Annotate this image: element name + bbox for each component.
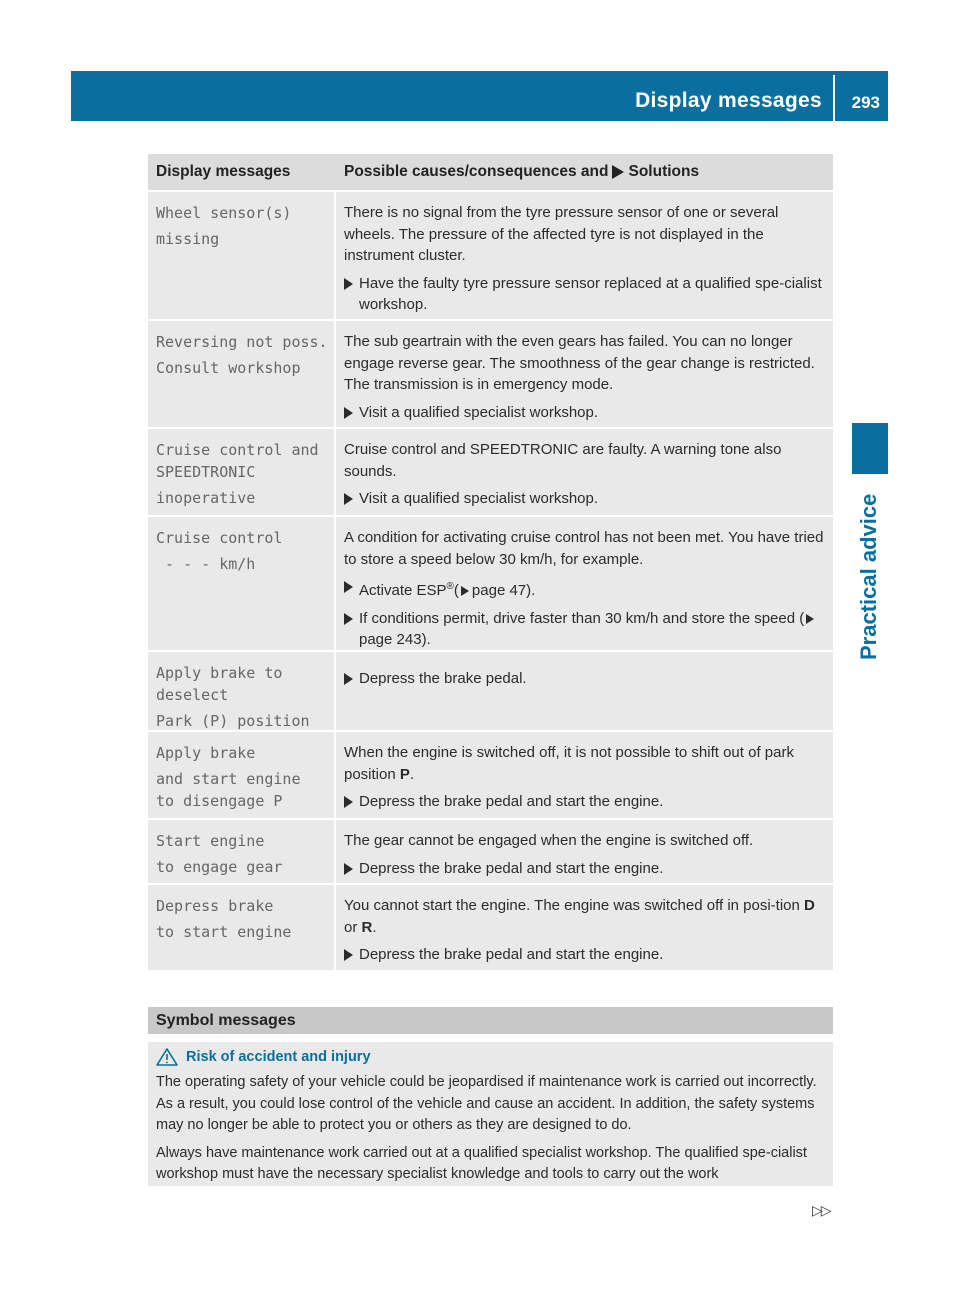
action-arrow-icon (344, 796, 353, 808)
warning-header (156, 1048, 825, 1066)
display-text: Apply brake (156, 744, 256, 762)
action-arrow-icon (344, 581, 353, 593)
display-message-cell (148, 321, 334, 427)
cause-text: There is no signal from the tyre pressure sensor of one or several wheels. The pressure of the affected tyre is not displayed in the instrument cluster. (344, 204, 779, 264)
cause-text: Cruise control and SPEEDTRONIC are faulty. A warning tone also sounds. (344, 441, 782, 480)
action-item (344, 402, 827, 424)
column-header-display: Display messages (156, 163, 291, 180)
action-item (344, 944, 827, 966)
table-row (148, 652, 833, 730)
display-text: Cruise control and (156, 441, 319, 459)
section-tab-marker (852, 423, 888, 474)
display-text: Start engine (156, 832, 265, 850)
display-text: Park (P) position (156, 712, 310, 730)
cause-text: When the engine is switched off, it is not possible to shift out of park position P. (344, 744, 794, 783)
action-arrow-icon (344, 407, 353, 419)
display-text: and start engine (156, 770, 301, 788)
page-title: Display messages (635, 89, 822, 112)
display-text: missing (156, 230, 220, 248)
display-text: Reversing not poss. (156, 333, 328, 351)
display-text: to engage gear (156, 858, 283, 876)
display-text: deselect (156, 686, 229, 704)
header-divider (833, 75, 835, 121)
display-text: SPEEDTRONIC (156, 463, 256, 481)
symbol-messages-heading-bar (148, 1007, 833, 1034)
action-item (344, 668, 827, 690)
display-text: - - - km/h (156, 555, 256, 573)
display-text: inoperative (156, 489, 256, 507)
display-text: Consult workshop (156, 359, 301, 377)
action-text: Depress the brake pedal and start the engine. (359, 859, 664, 877)
table-row (148, 192, 833, 319)
action-item (344, 791, 827, 813)
warning-triangle-icon (156, 1048, 178, 1066)
action-item (344, 488, 827, 510)
cause-text: The sub geartrain with the even gears has failed. You can no longer engage reverse gear. The smoothness of the gear change is restricted. The transmission is in emergency mode. (344, 333, 815, 393)
display-text: to start engine (156, 923, 292, 941)
warning-paragraph: Always have maintenance work carried out at a qualified specialist workshop. The qualified spe-cialist workshop must have the necessary specialist knowledge and tools to carry out the work (156, 1144, 807, 1182)
section-side-label: Practical advice (856, 493, 881, 660)
action-arrow-icon (344, 613, 353, 625)
action-text: Have the faulty tyre pressure sensor replaced at a qualified spe-cialist workshop. (359, 274, 822, 313)
registered-mark: ® (446, 581, 454, 592)
page-header (71, 71, 888, 121)
causes-cell (336, 652, 833, 730)
action-item (344, 608, 827, 651)
display-text: to disengage P (156, 792, 283, 810)
display-message-cell (148, 429, 334, 515)
causes-cell (336, 820, 833, 883)
action-arrow-icon (344, 278, 353, 290)
action-text: Depress the brake pedal. (359, 670, 527, 687)
display-message-cell (148, 732, 334, 818)
display-message-cell (148, 820, 334, 883)
causes-cell (336, 732, 833, 818)
display-text: Depress brake (156, 897, 274, 915)
warning-paragraph: The operating safety of your vehicle could be jeopardised if maintenance work is carried out incorrectly. As a result, you could lose control of the vehicle and cause an accident. In addition, the safety systems may no longer be able to protect you or others as they are designed to do. (156, 1074, 817, 1133)
action-text: If conditions permit, drive faster than 30 km/h and store the speed (page 243). (359, 608, 827, 651)
table-row (148, 321, 833, 427)
display-text: Wheel sensor(s) (156, 204, 292, 222)
continuation-mark: ▷▷ (812, 1202, 830, 1218)
action-text: Depress the brake pedal and start the engine. (359, 793, 664, 810)
display-message-cell (148, 517, 334, 650)
cause-text: You cannot start the engine. The engine was switched off in posi-tion D or R. (344, 897, 815, 936)
table-row (148, 517, 833, 650)
action-item (344, 576, 827, 602)
table-row (148, 820, 833, 883)
section-title: Symbol messages (156, 1012, 296, 1029)
solution-arrow-icon (612, 165, 624, 179)
warning-title: Risk of accident and injury (186, 1049, 371, 1065)
column-header-causes (336, 163, 833, 181)
table-row (148, 732, 833, 818)
causes-cell (336, 192, 833, 319)
causes-cell (336, 885, 833, 970)
display-messages-table (148, 154, 833, 970)
action-item (344, 273, 827, 316)
page-reference-icon (806, 614, 814, 624)
action-arrow-icon (344, 949, 353, 961)
action-arrow-icon (344, 863, 353, 875)
action-text: Activate ESP®( page 47). (359, 581, 536, 599)
action-text: Visit a qualified specialist workshop. (359, 403, 599, 421)
page-reference-icon (461, 586, 469, 596)
display-text: Apply brake to (156, 664, 283, 682)
table-header-row (148, 154, 833, 190)
causes-cell (336, 517, 833, 650)
cause-text: A condition for activating cruise control has not been met. You have tried to store a speed below 30 km/h, for example. (344, 529, 824, 568)
display-message-cell (148, 192, 334, 319)
table-row (148, 885, 833, 970)
page-number: 293 (851, 93, 880, 112)
causes-cell (336, 321, 833, 427)
warning-box (148, 1042, 833, 1186)
causes-cell (336, 429, 833, 515)
display-message-cell (148, 652, 334, 730)
action-arrow-icon (344, 673, 353, 685)
column-header-solutions-text: Solutions (628, 163, 700, 180)
column-header-causes-text: Possible causes/consequences and (344, 163, 609, 180)
action-text: Depress the brake pedal and start the engine. (359, 946, 664, 963)
display-text: Cruise control (156, 529, 283, 547)
action-text: Visit a qualified specialist workshop. (359, 490, 599, 507)
display-message-cell (148, 885, 334, 970)
action-item (344, 858, 827, 880)
cause-text: The gear cannot be engaged when the engine is switched off. (344, 832, 754, 849)
action-arrow-icon (344, 493, 353, 505)
table-row (148, 429, 833, 515)
